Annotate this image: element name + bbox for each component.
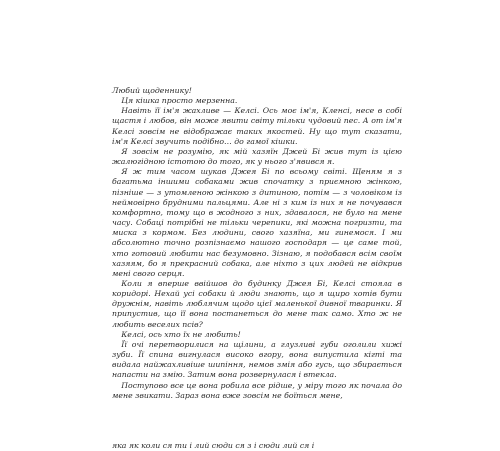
paragraph: Поступово все це вона робила все рідше, у міру того як почала до мене звикати. Зараз вона вже зовсім не боїться мене,: [112, 380, 402, 400]
paragraph: Я зовсім не розумію, як мій хазяїн Джей Бі жив тут із цією жалюгідною істотою до того, як у нього з'явився я.: [112, 146, 402, 167]
paragraph: Коли я вперше ввійшов до будинку Джея Бі, Келсі стояла в коридорі. Нехай усі собаки й люди знають, що я щиро хотів бути дружнім, навіть люблячим щодо цієї маленької дивної тваринки. Я припустив, що її вона постанеться до мене так само. Хто ж не любить веселих псів?: [112, 278, 402, 329]
body-text: [112, 86, 402, 401]
cut-off-text-line: яка як коли ся ти і лий сюди ся з і сюди лий ся і: [112, 441, 315, 450]
paragraph: Навіть її ім'я жахливе — Келсі. Ось моє ім'я, Кленсі, несе в собі щастя і любов, він може явити світу тільки чудовий пес. А от ім'я Келсі зовсім не відображає таких якостей. Ну що тут сказати, ім'я Келсі звучить подібно… до гамої кішки.: [112, 106, 402, 146]
paragraph: Я ж тим часом шукав Джея Бі по всьому світі. Щеням я з багатьма іншими собаками жив спочатку з приємною жінкою, пізніше — з утомленою жінкою з дитиною, потім — з чоловіком із неймовірно брудними пальцями. Але ні з ким із них я не почувався комфортно, тому що в жодного з них, здавалося, не було на мене часу. Собаці потрібні не тільки черепики, які можна погризти, та миска з кормом. Без людини, свого хазяїна, ми гинемося. І ми абсолютно точно розпізнаємо нашого господаря — це саме той, хто готовий любити нас безумовно. Зізнаю, я подобався всім своїм хазяям, бо я прекрасний собака, але ніхто з цих людей не відкрив мені свого серця.: [112, 167, 402, 278]
paragraph: Келсі, ось хто їх не любить!: [121, 329, 241, 339]
paragraph: Ця кішка просто мерзенна.: [121, 96, 238, 106]
paragraph: Її очі перетворилися на щілини, а глузливі губи оголили хижі зуби. Її спина вигнулася високо вгору, вона випустила кігті та видала найжахливіше шипіння, немов змія або гусь, що збирається напасти на змію. Затим вона розвернулася і втекла.: [112, 339, 402, 380]
paragraph-salutation: Любий щоденнику!: [112, 86, 192, 95]
